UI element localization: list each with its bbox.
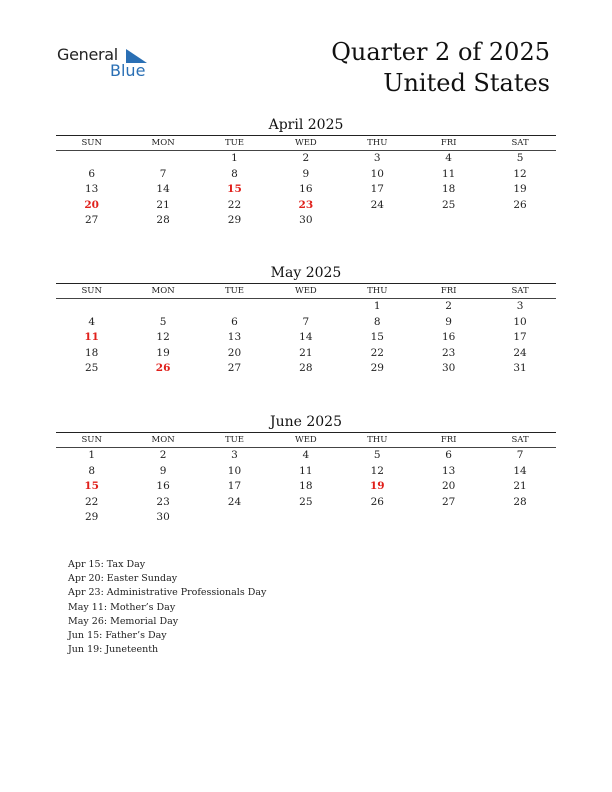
brand-logo bbox=[57, 44, 157, 80]
weekday-label: WED bbox=[270, 284, 341, 299]
empty-day-cell bbox=[413, 510, 484, 526]
day-cell: 19 bbox=[513, 183, 527, 196]
day-cell: 7 bbox=[302, 315, 310, 328]
month-april bbox=[56, 115, 556, 229]
day-cell: 28 bbox=[513, 495, 527, 508]
day-cell: 2 bbox=[445, 300, 452, 312]
empty-day-cell bbox=[127, 299, 198, 315]
logo-text-general: General bbox=[57, 45, 118, 64]
day-cell: 30 bbox=[299, 214, 313, 227]
holiday-day-cell: 23 bbox=[298, 198, 314, 211]
weekday-label: THU bbox=[342, 433, 413, 448]
holiday-entry: Jun 19: Juneteenth bbox=[68, 644, 159, 656]
day-cell: 6 bbox=[88, 167, 96, 180]
day-grid bbox=[56, 151, 556, 229]
weekday-label: FRI bbox=[413, 136, 484, 151]
weekday-label: WED bbox=[270, 136, 341, 151]
empty-day-cell bbox=[342, 510, 413, 526]
day-cell: 14 bbox=[513, 464, 527, 477]
day-cell: 8 bbox=[373, 315, 381, 328]
empty-day-cell bbox=[342, 213, 413, 229]
logo-text-blue: Blue bbox=[110, 61, 146, 80]
day-cell: 8 bbox=[88, 464, 96, 477]
day-cell: 24 bbox=[370, 198, 384, 211]
day-cell: 30 bbox=[441, 362, 456, 375]
day-cell: 26 bbox=[370, 495, 384, 508]
empty-day-cell bbox=[484, 510, 555, 526]
day-cell: 26 bbox=[513, 198, 527, 211]
day-cell: 11 bbox=[299, 464, 313, 477]
holiday-entry: Apr 15: Tax Day bbox=[68, 559, 146, 570]
empty-day-cell bbox=[199, 510, 270, 526]
day-cell: 29 bbox=[370, 362, 384, 375]
weekday-label: THU bbox=[342, 136, 413, 151]
weekday-label: SAT bbox=[484, 136, 555, 151]
day-cell: 17 bbox=[370, 183, 384, 196]
day-cell: 13 bbox=[85, 183, 99, 196]
day-cell: 2 bbox=[302, 152, 310, 164]
day-cell: 31 bbox=[513, 362, 527, 375]
day-cell: 10 bbox=[227, 464, 242, 477]
day-cell: 3 bbox=[516, 300, 524, 312]
day-cell: 18 bbox=[299, 480, 313, 493]
weekday-label: MON bbox=[127, 136, 198, 151]
day-cell: 6 bbox=[231, 315, 238, 328]
day-cell: 29 bbox=[85, 511, 99, 524]
weekday-header bbox=[56, 433, 556, 448]
day-cell: 12 bbox=[370, 464, 384, 477]
day-cell: 25 bbox=[299, 495, 313, 508]
weekday-label: FRI bbox=[413, 284, 484, 299]
empty-day-cell bbox=[270, 510, 341, 526]
country-title: United States bbox=[383, 69, 550, 97]
day-cell: 16 bbox=[156, 480, 170, 493]
day-cell: 2 bbox=[159, 449, 167, 461]
day-cell: 17 bbox=[513, 331, 527, 344]
holiday-day-cell: 15 bbox=[84, 480, 99, 493]
day-cell: 21 bbox=[513, 480, 527, 493]
month-title: April 2025 bbox=[268, 117, 344, 133]
day-cell: 18 bbox=[85, 346, 99, 359]
day-cell: 29 bbox=[227, 214, 242, 227]
day-cell: 11 bbox=[441, 167, 456, 180]
day-cell: 3 bbox=[373, 152, 381, 164]
holiday-day-cell: 26 bbox=[155, 362, 171, 375]
weekday-label: SAT bbox=[484, 284, 555, 299]
day-cell: 10 bbox=[513, 315, 527, 328]
day-cell: 19 bbox=[156, 346, 170, 359]
day-cell: 5 bbox=[516, 152, 524, 164]
day-cell: 28 bbox=[299, 362, 313, 375]
weekday-header bbox=[56, 136, 556, 151]
day-cell: 8 bbox=[231, 167, 238, 180]
holiday-day-cell: 15 bbox=[227, 183, 242, 196]
day-cell: 1 bbox=[373, 300, 381, 312]
quarter-title: Quarter 2 of 2025 bbox=[331, 38, 550, 66]
empty-day-cell bbox=[56, 299, 127, 315]
day-cell: 7 bbox=[516, 449, 524, 461]
day-grid bbox=[56, 299, 556, 377]
month-title: June 2025 bbox=[269, 414, 342, 430]
holiday-day-cell: 20 bbox=[84, 198, 99, 211]
day-cell: 16 bbox=[299, 183, 313, 196]
empty-day-cell bbox=[56, 151, 127, 167]
day-cell: 6 bbox=[445, 449, 452, 461]
weekday-label: TUE bbox=[199, 136, 270, 151]
day-cell: 14 bbox=[299, 331, 313, 344]
day-cell: 27 bbox=[441, 495, 456, 508]
weekday-label: MON bbox=[127, 433, 198, 448]
empty-day-cell bbox=[484, 213, 555, 229]
day-cell: 22 bbox=[370, 346, 384, 359]
weekday-label: TUE bbox=[199, 433, 270, 448]
weekday-label: SUN bbox=[56, 136, 127, 151]
day-cell: 15 bbox=[370, 331, 384, 344]
day-cell: 12 bbox=[156, 331, 170, 344]
weekday-label: SAT bbox=[484, 433, 555, 448]
day-cell: 4 bbox=[302, 449, 310, 461]
empty-day-cell bbox=[199, 299, 270, 315]
day-cell: 9 bbox=[159, 464, 167, 477]
day-cell: 21 bbox=[156, 198, 170, 211]
holiday-entry: Jun 15: Father’s Day bbox=[68, 630, 167, 642]
weekday-label: SUN bbox=[56, 284, 127, 299]
holiday-day-cell: 11 bbox=[84, 331, 99, 344]
day-cell: 1 bbox=[231, 152, 238, 164]
day-cell: 1 bbox=[88, 449, 96, 461]
month-title: May 2025 bbox=[270, 265, 342, 281]
weekday-header bbox=[56, 284, 556, 299]
day-cell: 14 bbox=[156, 183, 170, 196]
day-cell: 13 bbox=[227, 331, 242, 344]
day-cell: 4 bbox=[88, 315, 96, 328]
page-title bbox=[331, 37, 550, 99]
holiday-entry: Apr 23: Administrative Professionals Day bbox=[68, 587, 267, 599]
day-cell: 16 bbox=[441, 331, 456, 344]
weekday-label: SUN bbox=[56, 433, 127, 448]
day-cell: 12 bbox=[513, 167, 527, 180]
weekday-label: WED bbox=[270, 433, 341, 448]
month-may bbox=[56, 263, 556, 377]
weekday-label: THU bbox=[342, 284, 413, 299]
month-june bbox=[56, 412, 556, 526]
empty-day-cell bbox=[413, 213, 484, 229]
day-cell: 27 bbox=[227, 362, 242, 375]
weekday-label: TUE bbox=[199, 284, 270, 299]
holiday-day-cell: 19 bbox=[369, 480, 385, 493]
holiday-list bbox=[68, 558, 266, 657]
day-cell: 30 bbox=[156, 511, 170, 524]
empty-day-cell bbox=[127, 151, 198, 167]
day-grid bbox=[56, 448, 556, 526]
holiday-entry: Apr 20: Easter Sunday bbox=[68, 573, 178, 585]
day-cell: 24 bbox=[513, 346, 527, 359]
day-cell: 7 bbox=[159, 167, 167, 180]
day-cell: 22 bbox=[227, 198, 242, 211]
day-cell: 20 bbox=[227, 346, 242, 359]
day-cell: 9 bbox=[445, 315, 452, 328]
day-cell: 20 bbox=[441, 480, 456, 493]
day-cell: 28 bbox=[156, 214, 170, 227]
weekday-label: MON bbox=[127, 284, 198, 299]
day-cell: 17 bbox=[227, 480, 242, 493]
day-cell: 3 bbox=[231, 449, 238, 461]
day-cell: 13 bbox=[441, 464, 456, 477]
day-cell: 25 bbox=[85, 362, 99, 375]
day-cell: 5 bbox=[159, 315, 167, 328]
day-cell: 18 bbox=[441, 183, 456, 196]
day-cell: 25 bbox=[441, 198, 456, 211]
weekday-label: FRI bbox=[413, 433, 484, 448]
day-cell: 27 bbox=[85, 214, 99, 227]
day-cell: 21 bbox=[299, 346, 313, 359]
day-cell: 9 bbox=[302, 167, 310, 180]
day-cell: 10 bbox=[370, 167, 384, 180]
empty-day-cell bbox=[270, 299, 341, 315]
day-cell: 24 bbox=[227, 495, 242, 508]
day-cell: 23 bbox=[156, 495, 170, 508]
day-cell: 23 bbox=[441, 346, 456, 359]
day-cell: 4 bbox=[445, 152, 452, 164]
day-cell: 22 bbox=[85, 495, 99, 508]
day-cell: 5 bbox=[373, 449, 381, 461]
holiday-entry: May 26: Memorial Day bbox=[68, 615, 179, 627]
holiday-entry: May 11: Mother’s Day bbox=[68, 601, 176, 613]
